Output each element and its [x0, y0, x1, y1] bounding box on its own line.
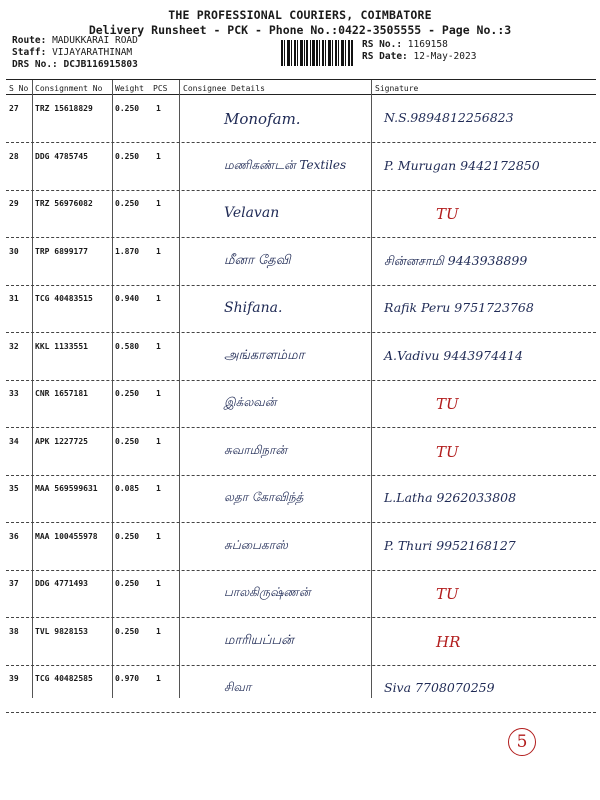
- cell-consignment: DDG 4771493: [35, 579, 88, 588]
- consignee-handwriting: மாரியப்பன்: [224, 632, 294, 648]
- cell-sno: 32: [9, 341, 19, 351]
- cell-consignment: KKL 1133551: [35, 341, 88, 351]
- rs-date-line: [362, 51, 476, 62]
- cell-pcs: 1: [156, 341, 161, 351]
- signature-handwriting: A.Vadivu 9443974414: [384, 347, 523, 363]
- consignee-handwriting: மீனா தேவி: [224, 252, 291, 268]
- table-row: [6, 96, 596, 143]
- row-separator: [6, 712, 596, 713]
- consignee-handwriting: சுப்பைகாஸ்: [224, 537, 288, 552]
- signature-handwriting: N.S.9894812256823: [384, 110, 514, 125]
- signature-handwriting: L.Latha 9262033808: [384, 490, 517, 505]
- consignee-handwriting: லதா கோவிந்த்: [224, 490, 304, 504]
- cell-pcs: 1: [156, 626, 161, 636]
- cell-pcs: 1: [156, 484, 161, 493]
- rs-date-label: RS Date:: [362, 51, 408, 62]
- staff-value: VIJAYARATHINAM: [52, 47, 133, 58]
- signature-handwriting: சின்னசாமி 9443938899: [384, 252, 528, 268]
- cell-sno: 36: [9, 531, 19, 541]
- col-header-pcs: PCS: [153, 84, 168, 93]
- cell-pcs: 1: [156, 104, 161, 113]
- header-top-rule: [6, 79, 596, 80]
- cell-sno: 37: [9, 579, 19, 588]
- cell-sno: 33: [9, 389, 19, 398]
- col-header-sno: S No: [9, 84, 29, 93]
- page-mark: 5: [508, 728, 536, 756]
- cell-weight: 0.970: [115, 674, 140, 683]
- route-value: MADUKKARAI ROAD: [52, 35, 138, 46]
- staff-label: Staff:: [12, 47, 47, 58]
- consignee-handwriting: மணிகண்டன் Textiles: [224, 157, 347, 172]
- consignee-handwriting: இக்லவன்: [224, 395, 277, 409]
- cell-weight: 0.580: [115, 341, 140, 351]
- cell-sno: 28: [9, 151, 19, 161]
- drs-line: [12, 59, 138, 70]
- cell-weight: 0.250: [115, 626, 140, 636]
- cell-sno: 31: [9, 294, 19, 303]
- cell-pcs: 1: [156, 436, 161, 446]
- table-row: [6, 666, 596, 713]
- cell-pcs: 1: [156, 674, 161, 683]
- consignee-handwriting: Shifana.: [224, 300, 283, 316]
- cell-sno: 35: [9, 484, 19, 493]
- cell-sno: 34: [9, 436, 19, 446]
- cell-weight: 0.250: [115, 579, 140, 588]
- signature-handwriting: Rafik Peru 9751723768: [384, 300, 534, 315]
- table-row: [6, 619, 596, 666]
- cell-pcs: 1: [156, 294, 161, 303]
- rs-no-value: 1169158: [407, 39, 448, 50]
- rs-no-line: [362, 39, 448, 50]
- consignee-handwriting: Velavan: [224, 205, 280, 221]
- cell-weight: 0.250: [115, 199, 140, 208]
- signature-handwriting: P. Murugan 9442172850: [384, 157, 540, 173]
- cell-consignment: MAA 569599631: [35, 484, 98, 493]
- cell-pcs: 1: [156, 199, 161, 208]
- cell-sno: 30: [9, 246, 19, 256]
- cell-consignment: APK 1227725: [35, 436, 88, 446]
- signature-handwriting: TU: [436, 395, 459, 413]
- col-header-weight: Weight: [115, 84, 144, 93]
- table-row: [6, 239, 596, 286]
- cell-sno: 27: [9, 104, 19, 113]
- cell-consignment: CNR 1657181: [35, 389, 88, 398]
- cell-consignment: DDG 4785745: [35, 151, 88, 161]
- consignee-handwriting: Monofam.: [224, 110, 301, 128]
- runsheet-title: Delivery Runsheet - PCK - Phone No.:0422-3505555 - Page No.:3: [88, 23, 512, 37]
- route-label: Route:: [12, 35, 47, 46]
- signature-handwriting: TU: [436, 585, 459, 603]
- cell-consignment: TCG 40482585: [35, 674, 93, 683]
- cell-weight: 0.085: [115, 484, 140, 493]
- consignee-handwriting: சிவா: [224, 680, 252, 694]
- cell-consignment: TVL 9828153: [35, 626, 88, 636]
- col-header-signature: Signature: [375, 84, 419, 93]
- rs-no-label: RS No.:: [362, 39, 403, 50]
- cell-weight: 0.250: [115, 104, 140, 113]
- table-row: [6, 286, 596, 333]
- cell-pcs: 1: [156, 579, 161, 588]
- cell-weight: 0.940: [115, 294, 140, 303]
- rs-date-value: 12-May-2023: [413, 51, 477, 62]
- header-bottom-rule: [6, 94, 596, 95]
- cell-weight: 0.250: [115, 151, 140, 161]
- signature-handwriting: P. Thuri 9952168127: [384, 537, 516, 553]
- barcode: [281, 40, 353, 66]
- cell-consignment: MAA 100455978: [35, 531, 98, 541]
- signature-handwriting: HR: [436, 632, 461, 651]
- cell-weight: 0.250: [115, 389, 140, 398]
- table-row: [6, 381, 596, 428]
- signature-handwriting: Siva 7708070259: [384, 680, 495, 695]
- company-title: THE PROFESSIONAL COURIERS, COIMBATORE: [168, 8, 432, 22]
- drs-label: DRS No.:: [12, 59, 58, 70]
- drs-value: DCJB116915803: [63, 59, 138, 70]
- cell-pcs: 1: [156, 246, 161, 256]
- cell-consignment: TCG 40483515: [35, 294, 93, 303]
- cell-pcs: 1: [156, 389, 161, 398]
- col-header-consignment: Consignment No: [35, 84, 103, 93]
- signature-handwriting: TU: [436, 205, 459, 223]
- table-row: [6, 476, 596, 523]
- cell-pcs: 1: [156, 151, 161, 161]
- table-row: [6, 571, 596, 618]
- cell-pcs: 1: [156, 531, 161, 541]
- cell-weight: 0.250: [115, 531, 140, 541]
- col-header-consignee: Consignee Details: [183, 84, 265, 93]
- cell-weight: 0.250: [115, 436, 140, 446]
- consignee-handwriting: அங்காளம்மா: [224, 347, 305, 363]
- table-row: [6, 429, 596, 476]
- cell-weight: 1.870: [115, 246, 140, 256]
- route-line: [12, 35, 138, 46]
- cell-consignment: TRP 6899177: [35, 246, 88, 256]
- consignee-handwriting: சுவாமிநான்: [224, 442, 287, 457]
- cell-sno: 38: [9, 626, 19, 636]
- cell-sno: 39: [9, 674, 19, 683]
- cell-consignment: TRZ 56976082: [35, 199, 93, 208]
- table-row: [6, 334, 596, 381]
- cell-consignment: TRZ 15618829: [35, 104, 93, 113]
- table-row: [6, 524, 596, 571]
- signature-handwriting: TU: [436, 442, 459, 461]
- staff-line: [12, 47, 132, 58]
- cell-sno: 29: [9, 199, 19, 208]
- consignee-handwriting: பாலகிருஷ்ணன்: [224, 585, 311, 599]
- table-row: [6, 144, 596, 191]
- table-row: [6, 191, 596, 238]
